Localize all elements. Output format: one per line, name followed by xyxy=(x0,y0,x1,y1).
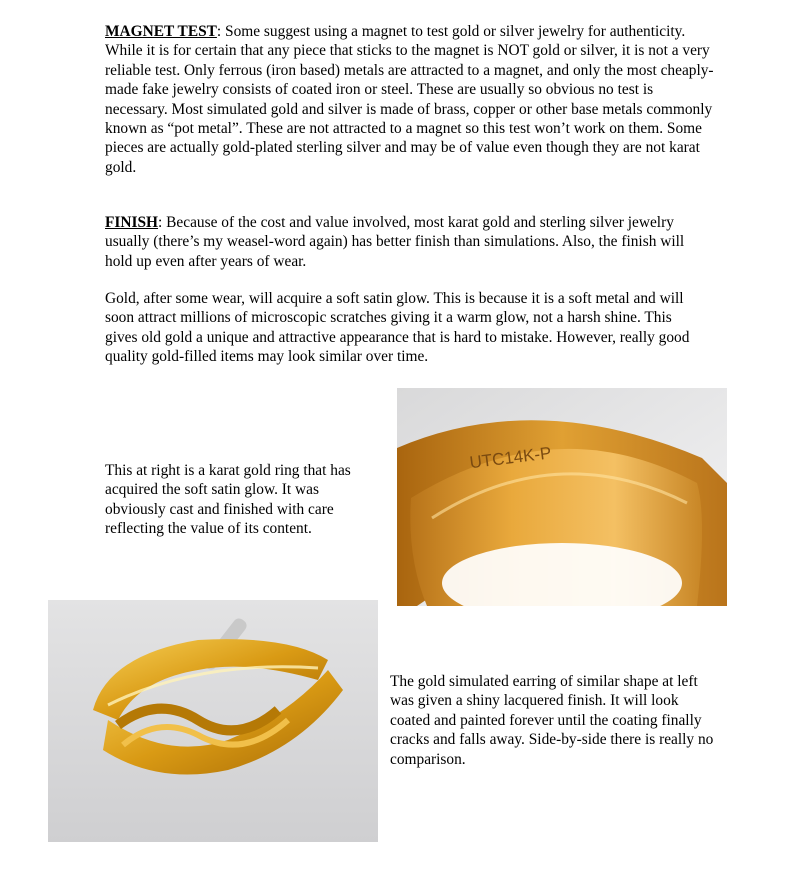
earring-caption: The gold simulated earring of similar shape at left was given a shiny lacquered finish. It will look coated and painted forever until the coating finally cracks and falls away. Side-by-side there is really no comparison. xyxy=(390,673,714,768)
finish-heading: FINISH xyxy=(105,214,159,231)
finish-paragraph xyxy=(105,213,705,271)
magnet-test-body: : Some suggest using a magnet to test gold or silver jewelry for authenticity. While it is for certain that any piece that sticks to the magnet is NOT gold or silver, it is not a very reliable test. Only ferrous (iron based) metals are attracted to a magnet, and only the most cheaply-made fake jewelry consists of coated iron or steel. These are usually so obvious no test is necessary. Most simulated gold and silver is made of brass, copper or other base metals commonly known as “pot metal”. These are not attracted to a magnet so this test won’t work on them. Some pieces are actually gold-plated sterling silver and may be of value even though they are not karat gold. xyxy=(105,23,714,176)
magnet-test-heading: MAGNET TEST xyxy=(105,23,217,40)
karat-gold-ring-photo xyxy=(397,388,727,606)
finish-body: : Because of the cost and value involved, most karat gold and sterling silver jewelry usually (there’s my weasel-word again) has better finish than simulations. Also, the finish will hold up even after years of wear. xyxy=(105,214,685,270)
ring-caption: This at right is a karat gold ring that has acquired the soft satin glow. It was obviously cast and finished with care reflecting the value of its content. xyxy=(105,462,351,538)
gold-satin-paragraph: Gold, after some wear, will acquire a soft satin glow. This is because it is a soft metal and will soon attract millions of microscopic scratches giving it a warm glow, not a harsh shine. This gives old gold a unique and attractive appearance that is hard to mistake. However, really good quality gold-filled items may look similar over time. xyxy=(105,290,690,366)
simulated-gold-earring-photo xyxy=(48,600,378,842)
ring-stamp-text: UTC14K-P xyxy=(468,443,553,473)
magnet-test-paragraph xyxy=(105,22,715,177)
